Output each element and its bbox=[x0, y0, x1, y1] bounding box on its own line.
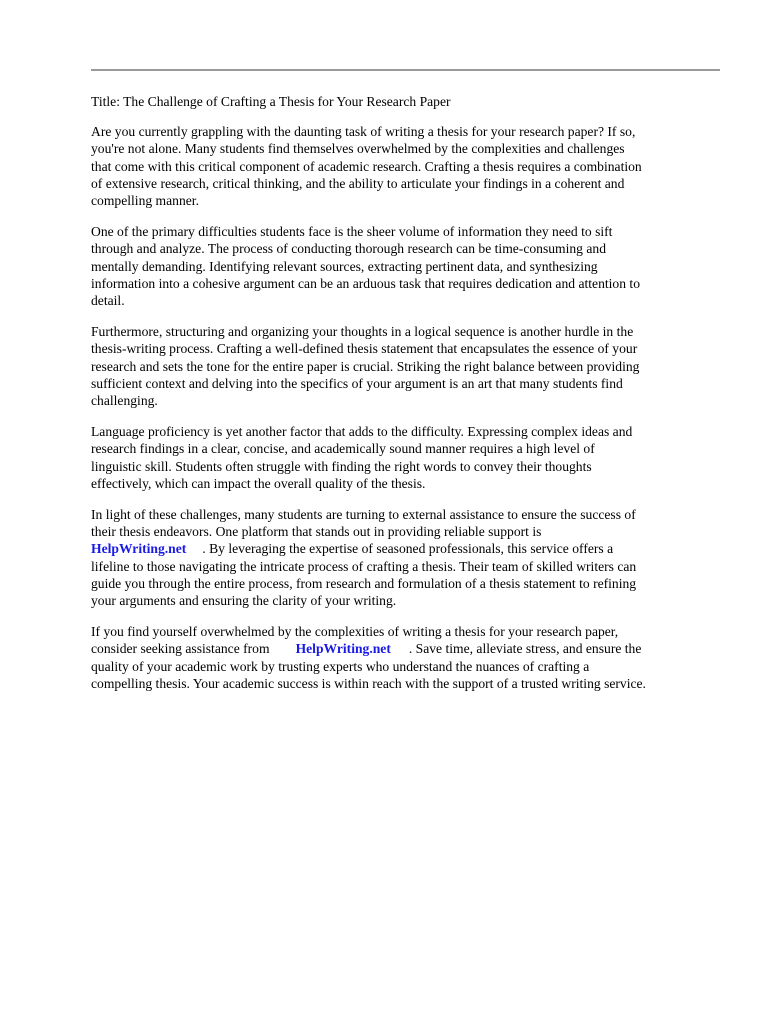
paragraph-line: detail. bbox=[91, 293, 125, 309]
paragraph-line-with-link bbox=[91, 640, 731, 657]
paragraph-line: research findings in a clear, concise, and academically sound manner requires a high level of bbox=[91, 441, 595, 457]
paragraph-text: . Save time, alleviate stress, and ensure the bbox=[408, 641, 642, 657]
paragraph-conclusion bbox=[91, 623, 731, 692]
paragraph-line-with-link bbox=[91, 540, 731, 557]
paragraph-line: sufficient context and delving into the specifics of your argument is an art that many students find bbox=[91, 375, 623, 391]
paragraph-structuring bbox=[91, 323, 731, 409]
paragraph-assistance bbox=[91, 506, 731, 609]
paragraph-line: quality of your academic work by trusting experts who understand the nuances of crafting a bbox=[91, 658, 590, 674]
paragraph-text: . By leveraging the expertise of seasoned professionals, this service offers a bbox=[202, 541, 614, 557]
paragraph-line: challenging. bbox=[91, 393, 158, 409]
paragraph-intro bbox=[91, 123, 731, 209]
paragraph-language bbox=[91, 423, 731, 492]
paragraph-difficulties bbox=[91, 223, 731, 309]
paragraph-line: If you find yourself overwhelmed by the complexities of writing a thesis for your research paper, bbox=[91, 624, 619, 640]
paragraph-line: through and analyze. The process of conducting thorough research can be time-consuming and bbox=[91, 241, 607, 257]
paragraph-line: compelling thesis. Your academic success is within reach with the support of a trusted writing service. bbox=[91, 675, 646, 691]
paragraph-line: you're not alone. Many students find themselves overwhelmed by the complexities and challenges bbox=[91, 141, 625, 157]
paragraph-line: lifeline to those navigating the intricate process of crafting a thesis. Their team of skilled writers can bbox=[91, 558, 637, 574]
paragraph-line: that come with this critical component of academic research. Crafting a thesis requires a combination bbox=[91, 158, 642, 174]
paragraph-line: mentally demanding. Identifying relevant sources, extracting pertinent data, and synthesizing bbox=[91, 258, 598, 274]
paragraph-line: linguistic skill. Students often struggle with finding the right words to convey their thoughts bbox=[91, 458, 592, 474]
paragraph-line: of extensive research, critical thinking, and the ability to articulate your findings in a coherent and bbox=[91, 175, 625, 191]
paragraph-line: Language proficiency is yet another factor that adds to the difficulty. Expressing complex ideas and bbox=[91, 424, 633, 440]
paragraph-line: guide you through the entire process, from research and formulation of a thesis statement to refining bbox=[91, 575, 637, 591]
paragraph-line: research and sets the tone for the entire paper is crucial. Striking the right balance between providing bbox=[91, 358, 640, 374]
paragraph-line: compelling manner. bbox=[91, 193, 199, 209]
paragraph-text: consider seeking assistance from bbox=[91, 641, 270, 657]
paragraph-line: their thesis endeavors. One platform that stands out in providing reliable support is bbox=[91, 524, 542, 540]
document-title: Title: The Challenge of Crafting a Thesis for Your Research Paper bbox=[91, 94, 451, 109]
document-body bbox=[91, 93, 731, 706]
paragraph-line: One of the primary difficulties students face is the sheer volume of information they need to sift bbox=[91, 224, 613, 240]
top-divider bbox=[91, 69, 720, 71]
paragraph-line: thesis-writing process. Crafting a well-defined thesis statement that encapsulates the essence of your bbox=[91, 341, 638, 357]
paragraph-line: Furthermore, structuring and organizing your thoughts in a logical sequence is another hurdle in the bbox=[91, 324, 634, 340]
paragraph-line: In light of these challenges, many students are turning to external assistance to ensure the success of bbox=[91, 507, 636, 523]
helpwriting-link[interactable]: HelpWriting.net bbox=[91, 541, 187, 557]
paragraph-line: your arguments and ensuring the clarity of your writing. bbox=[91, 593, 397, 609]
helpwriting-link[interactable]: HelpWriting.net bbox=[295, 641, 391, 657]
paragraph-line: information into a cohesive argument can be an arduous task that requires dedication and attention to bbox=[91, 275, 640, 291]
paragraph-line: Are you currently grappling with the daunting task of writing a thesis for your research paper? If so, bbox=[91, 124, 636, 140]
paragraph-line: effectively, which can impact the overall quality of the thesis. bbox=[91, 475, 426, 491]
